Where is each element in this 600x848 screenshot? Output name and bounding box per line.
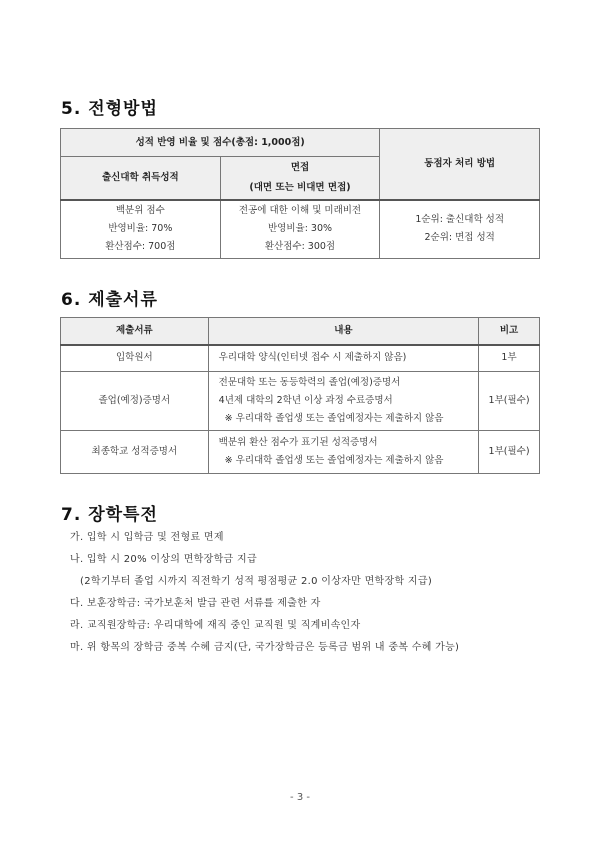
cell-line: 전문대학 또는 동등학력의 졸업(예정)증명서 [218,377,401,388]
cell-line: 환산점수: 700점 [105,241,176,253]
cell-line: 백분위 점수 [115,205,165,217]
note-cell: 1부(필수) [479,431,540,474]
cell-line: 백분위 환산 점수가 표기된 성적증명서 [218,437,378,448]
college-grade-cell [61,200,221,259]
content-cell [208,431,478,474]
cell-line: ※ 우리대학 졸업생 또는 졸업예정자는 제출하지 않음 [224,455,444,466]
content-header: 내용 [208,318,478,345]
page-number: - 3 - [290,792,310,803]
cell-line: 1순위: 출신대학 성적 [415,214,505,226]
content-cell [208,345,478,372]
table-row [61,372,540,431]
list-item: 나. 입학 시 20% 이상의 면학장학금 지급 [70,554,257,565]
table-row [61,431,540,474]
cell-line: 우리대학 양식(인터넷 접수 시 제출하지 않음) [218,352,407,364]
doc-header: 제출서류 [61,318,209,345]
list-item: 가. 입학 시 입학금 및 전형료 면제 [70,532,224,543]
section-5-title: 5. 전형방법 [61,99,158,119]
section-6-title: 6. 제출서류 [61,290,158,310]
doc-cell: 졸업(예정)증명서 [61,372,209,431]
doc-cell: 최종학교 성적증명서 [61,431,209,474]
interview-header [220,157,380,200]
cell-line: 2순위: 면접 성적 [424,232,495,244]
interview-header-line2: (대면 또는 비대면 면접) [249,181,351,193]
list-item: 마. 위 항목의 장학금 중복 수혜 금지(단, 국가장학금은 등록금 범위 내 중복 수혜 가능) [70,642,460,653]
cell-line: 반영비율: 70% [108,223,173,235]
table-row [61,345,540,372]
documents-table [60,317,540,474]
cell-line: 반영비율: 30% [267,223,333,235]
note-cell: 1부(필수) [479,372,540,431]
list-item: 다. 보훈장학금: 국가보훈처 발급 관련 서류를 제출한 자 [70,598,321,609]
scholarship-list [70,527,459,659]
note-header: 비고 [479,318,540,345]
doc-cell: 입학원서 [61,345,209,372]
college-grade-header: 출신대학 취득성적 [61,157,221,200]
interview-cell [220,200,380,259]
cell-line: ※ 우리대학 졸업생 또는 졸업예정자는 제출하지 않음 [224,413,444,424]
content-cell [208,372,478,431]
cell-line: 4년제 대학의 2학년 이상 과정 수료증명서 [218,395,393,406]
list-item: 라. 교직원장학금: 우리대학에 재직 중인 교직원 및 직계비속인자 [70,620,361,631]
section-7-title: 7. 장학특전 [61,505,158,525]
admission-method-table [60,128,540,259]
cell-line: 전공에 대한 이해 및 미래비전 [238,205,362,217]
interview-header-line1: 면접 [290,161,310,173]
note-cell: 1부 [479,345,540,372]
list-item-note: (2학기부터 졸업 시까지 직전학기 성적 평점평균 2.0 이상자만 면학장학 지급) [80,576,433,587]
tiebreak-cell [380,200,540,259]
tiebreak-header: 동점자 처리 방법 [380,129,540,200]
cell-line: 환산점수: 300점 [264,241,336,253]
score-ratio-header: 성적 반영 비율 및 점수(총점: 1,000점) [61,129,380,157]
